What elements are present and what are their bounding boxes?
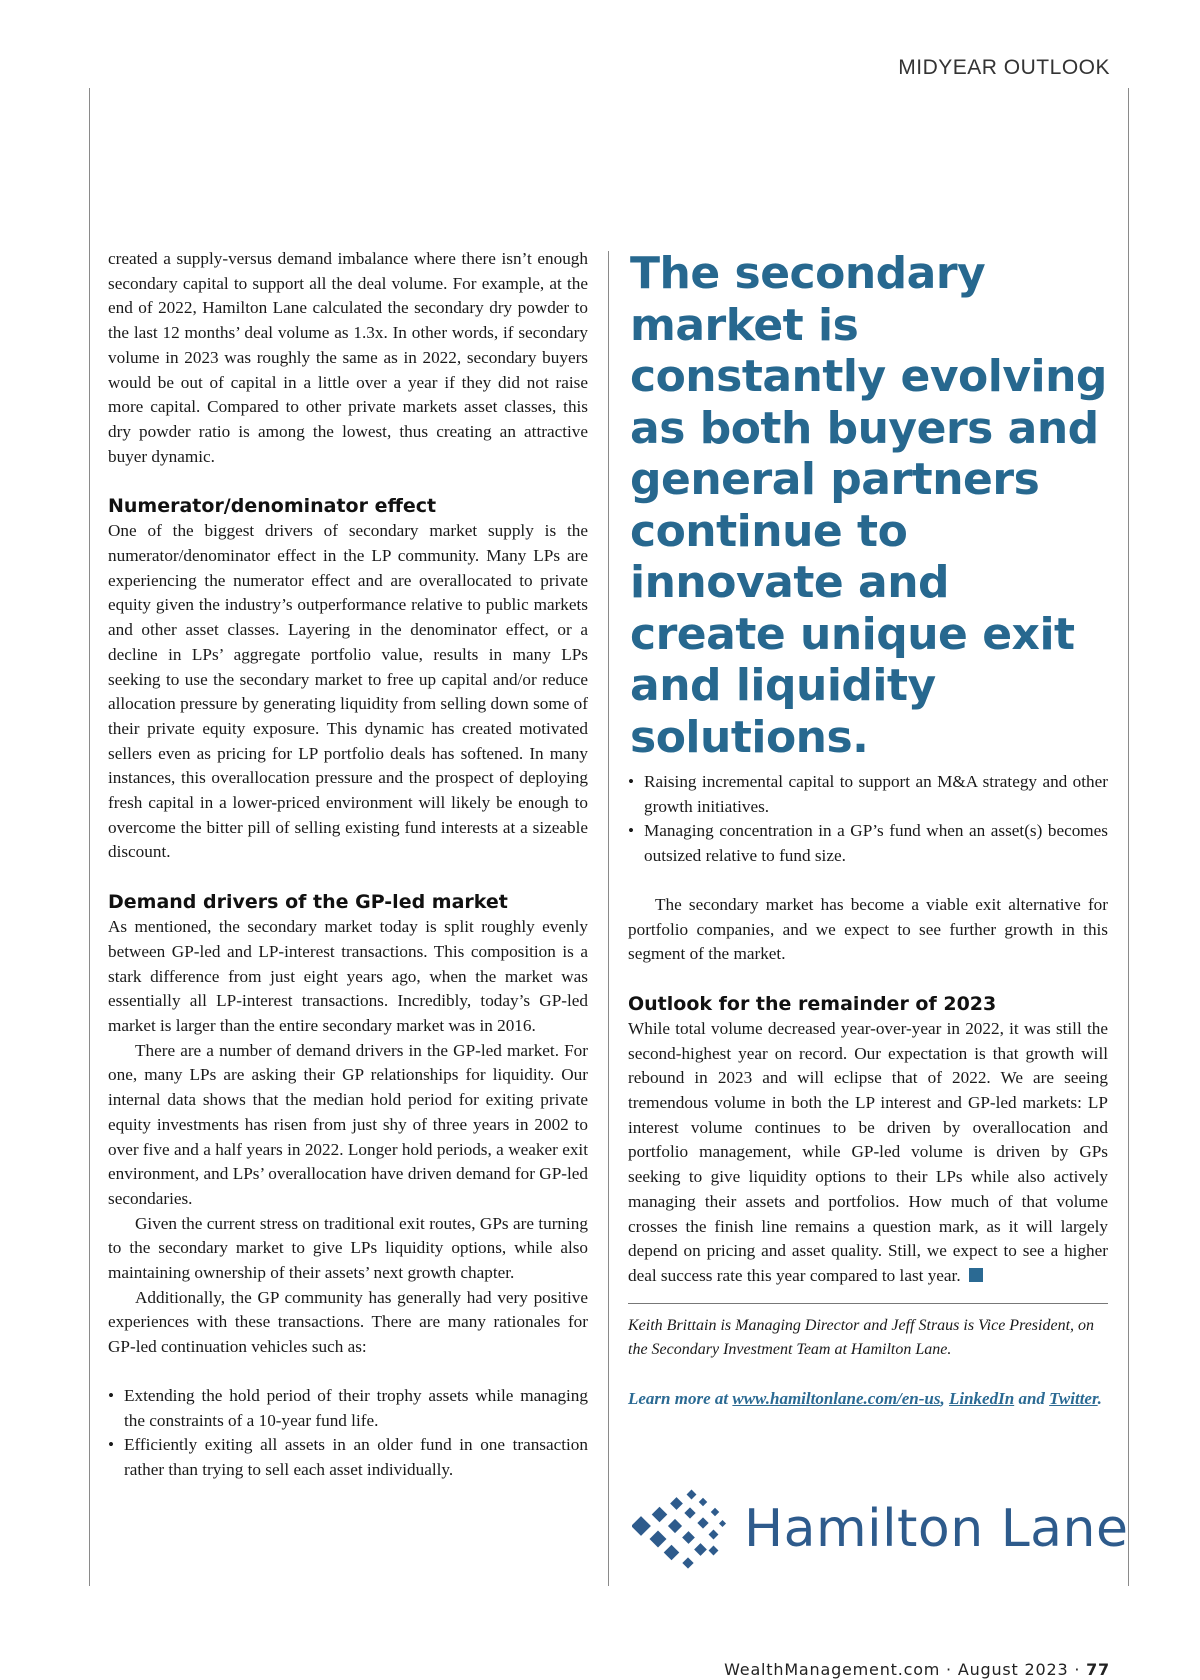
paragraph-outlook: While total volume decreased year-over-year in 2022, it was still the second-highest year on record. Our expectation is that growth will rebound in 2023 and will eclipse that of 2022. We are seeing tremendous volume in both the LP interest and GP-led markets: LP interest volume continues to be driven by overallocation and portfolio management, while GP-led volume is driven by GPs seeking to give liquidity options to their LPs while also actively managing their assets and portfolios. How much of that volume crosses the finish line remains a question mark, as it will largely depend on pricing and asset quality. Still, we expect to see a higher deal success rate this year compared to last year. <box>628 1018 1108 1285</box>
pull-quote: The secondary market is constantly evolving as both buyers and general partners continue to innovate and create unique exit and liquidity solutions. <box>630 248 1107 763</box>
paragraph-numerator: One of the biggest drivers of secondary market supply is the numerator/denominator effect in the LP community. Many LPs are experiencing the numerator effect and are overallocated to private equity given the industry’s outperformance relative to public markets and other asset classes. Layering in the denominator effect, or a decline in LPs’ aggregate portfolio value, results in many LPs seeking to use the secondary market to free up capital and/or reduce allocation pressure by generating liquidity from selling down some of their private equity exposure. This dynamic has created motivated sellers even as pricing for LP portfolio deals has softened. In many instances, this overallocation pressure and the prospect of deploying fresh capital in a lower-priced environment will likely be enough to overcome the bitter pill of selling existing fund interests at a sizeable discount. <box>108 521 588 862</box>
paragraph-demand-3: Given the current stress on traditional exit routes, GPs are turning to the secondary market to give LPs liquidity options, while also maintaining ownership of their assets’ next growth chapter. <box>108 1213 588 1283</box>
learn-more: Learn more at www.hamiltonlane.com/en-us, LinkedIn and Twitter. <box>628 1388 1102 1408</box>
list-item: • Managing concentration in a GP’s fund when an asset(s) becomes outsized relative to fund size. <box>628 819 1108 868</box>
left-margin-rule <box>89 88 90 1586</box>
list-item: • Extending the hold period of their trophy assets while managing the constraints of a 10-year fund life. <box>108 1384 588 1433</box>
rationale-list <box>108 1384 588 1483</box>
right-column <box>628 770 1108 1411</box>
page-number: 77 <box>1086 1660 1110 1679</box>
intro-paragraph: created a supply-versus demand imbalance where there isn’t enough secondary capital to support all the deal volume. For example, at the end of 2022, Hamilton Lane calculated the secondary dry powder to the last 12 months’ deal volume as 1.3x. In other words, if secondary volume in 2023 was roughly the same as in 2022, secondary buyers would be out of capital in a little over a year if they did not raise more capital. Compared to other private markets asset classes, this dry powder ratio is among the lowest, thus creating an attractive buyer dynamic. <box>108 249 588 466</box>
list-item: • Raising incremental capital to support an M&A strategy and other growth initiatives. <box>628 770 1108 819</box>
author-bio: Keith Brittain is Managing Director and Jeff Straus is Vice President, on the Secondary Investment Team at Hamilton Lane. <box>628 1316 1095 1359</box>
right-margin-rule <box>1128 88 1129 1586</box>
paragraph-demand-1: As mentioned, the secondary market today is split roughly evenly between GP-led and LP-interest transactions. This composition is a stark difference from just eight years ago, when the market was essentially all LP-interest transactions. Incredibly, today’s GP-led market is larger than the entire secondary market was in 2016. <box>108 917 588 1035</box>
hamilton-lane-mark-icon <box>632 1487 732 1577</box>
paragraph-exit-alternative: The secondary market has become a viable exit alternative for portfolio companies, and we expect to see further growth in this segment of the market. <box>628 894 1108 964</box>
list-item: • Efficiently exiting all assets in an older fund in one transaction rather than trying to sell each asset individually. <box>108 1433 588 1482</box>
page-footer: WealthManagement.com · August 2023 · 77 <box>724 1660 1110 1679</box>
website-link[interactable]: www.hamiltonlane.com/en-us <box>732 1388 941 1408</box>
hamilton-lane-logo <box>632 1487 1129 1587</box>
column-divider-rule <box>608 251 609 1586</box>
twitter-link[interactable]: Twitter <box>1049 1388 1098 1408</box>
left-column <box>108 247 588 1483</box>
heading-demand-drivers: Demand drivers of the GP-led market <box>108 891 508 914</box>
heading-numerator-denominator: Numerator/denominator effect <box>108 495 437 518</box>
footer-date: August 2023 <box>957 1660 1069 1679</box>
paragraph-demand-2: There are a number of demand drivers in the GP-led market. For one, many LPs are asking their GP relationships for liquidity. Our internal data shows that the median hold period for exiting private equity investments has risen from just shy of three years in 2002 to over five and a half years in 2022. Longer hold periods, a weaker exit environment, and LPs’ overallocation have driven demand for GP-led secondaries. <box>108 1040 588 1208</box>
footer-site: WealthManagement.com <box>724 1660 941 1679</box>
end-of-article-icon <box>969 1268 983 1282</box>
section-label: MIDYEAR OUTLOOK <box>898 56 1110 79</box>
logo-wordmark: Hamilton Lane <box>744 1499 1129 1559</box>
linkedin-link[interactable]: LinkedIn <box>949 1388 1015 1408</box>
heading-outlook: Outlook for the remainder of 2023 <box>628 992 997 1015</box>
paragraph-demand-4: Additionally, the GP community has generally had very positive experiences with these transactions. There are many rationales for GP-led continuation vehicles such as: <box>108 1287 588 1357</box>
rationale-list-continued <box>628 770 1108 869</box>
